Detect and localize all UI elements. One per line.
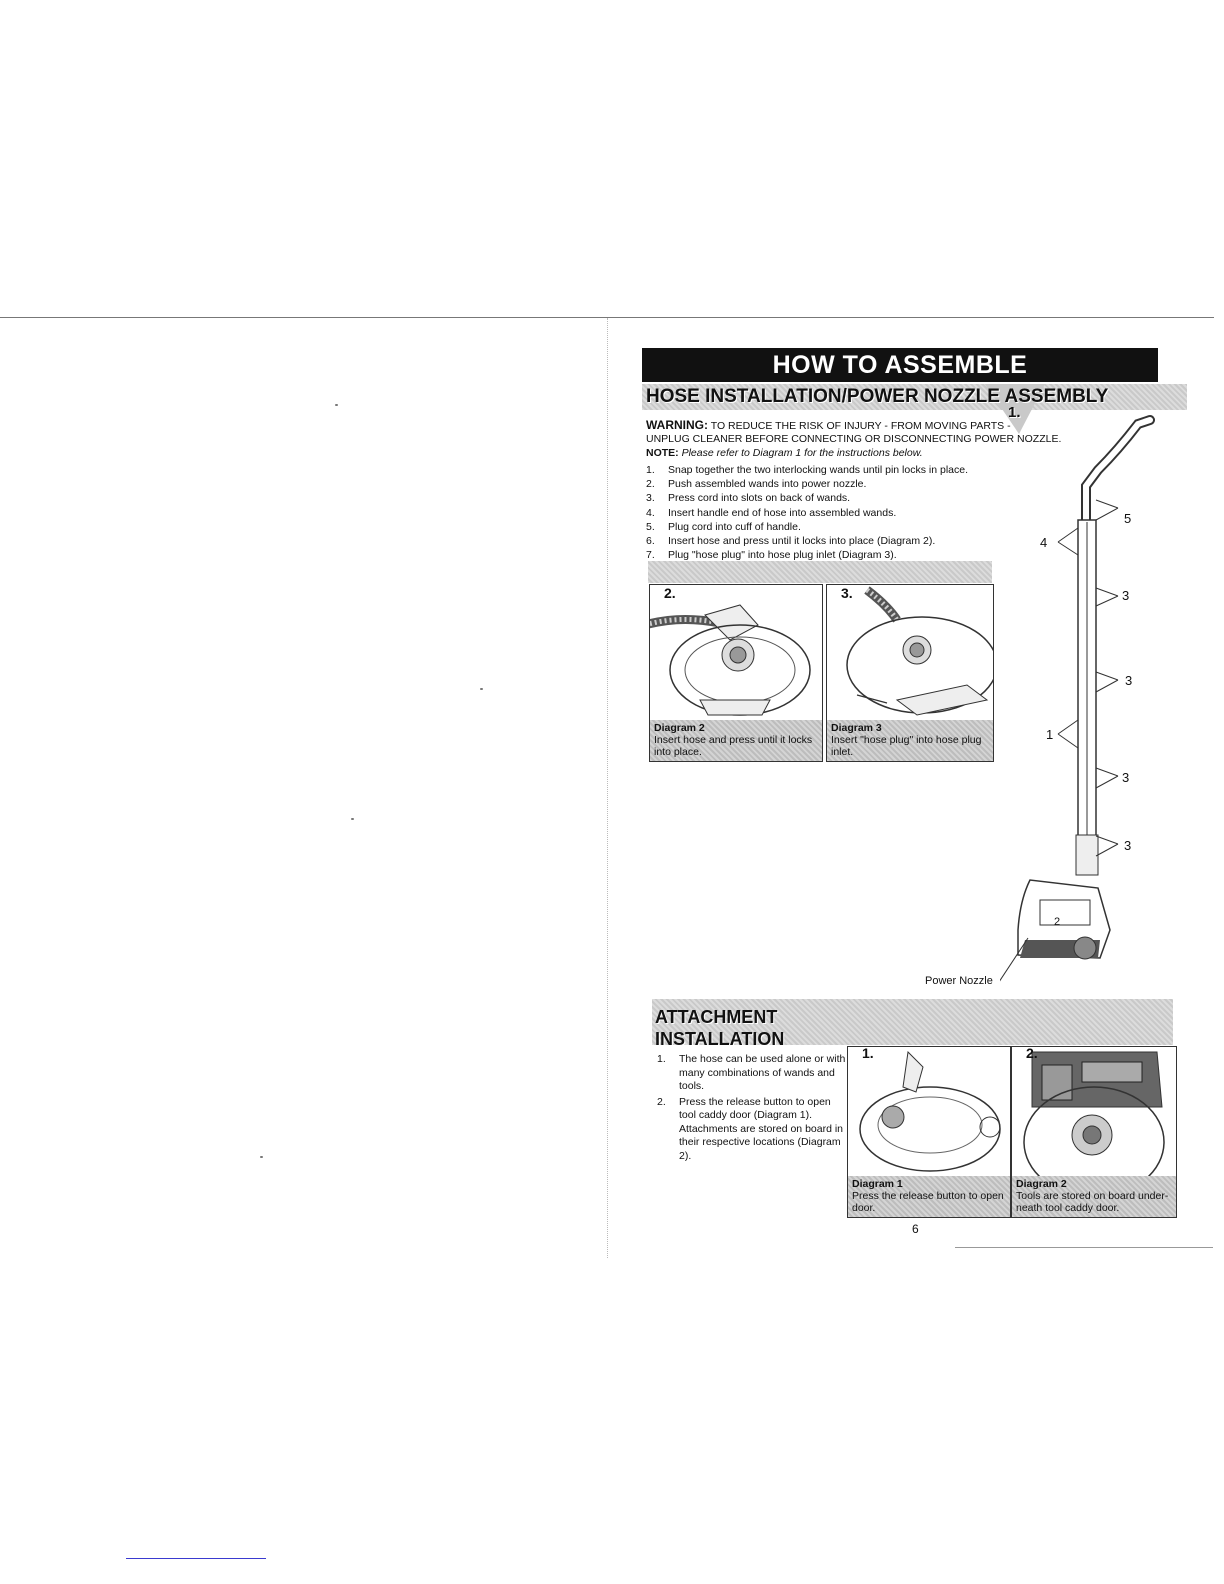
list-item: 2. Press the release button to open tool caddy door (Diagram 1). Attachments are stored on board in their respective locations (Diagram 2). <box>657 1095 844 1162</box>
warning-text-2: UNPLUG CLEANER BEFORE CONNECTING OR DISCONNECTING POWER NOZZLE. <box>646 433 1062 445</box>
power-nozzle-label: Power Nozzle <box>925 975 993 987</box>
page-number: 6 <box>912 1222 919 1236</box>
callout-3: 3 <box>1124 838 1132 853</box>
diagram-2-caption <box>650 720 822 761</box>
note-text: Please refer to Diagram 1 for the instructions below. <box>681 447 923 459</box>
diagram-2-number: 2. <box>664 585 676 601</box>
diagram-3-caption <box>827 720 993 761</box>
callout-4: 4 <box>1040 535 1048 550</box>
attachment-diagram-2-caption <box>1012 1176 1176 1217</box>
warning-label: WARNING: <box>646 418 708 432</box>
attachment-diagram-1-label: Diagram 1 <box>852 1178 903 1190</box>
wand-assembly-illustration <box>1000 410 1170 990</box>
hose-steps-list <box>646 463 968 562</box>
list-item: 4. Insert handle end of hose into assembled wands. <box>646 506 897 519</box>
list-item: 2. Push assembled wands into power nozzle. <box>646 478 867 491</box>
note-label: NOTE: <box>646 447 679 459</box>
warning-line-1 <box>646 418 1011 433</box>
list-item: 1. The hose can be used alone or with many combinations of wands and tools. <box>657 1053 846 1092</box>
attachment-steps-list <box>657 1053 849 1163</box>
diagram-3-caption-text: Insert "hose plug" into hose plug inlet. <box>831 734 982 758</box>
attachment-diagram-1-caption-text: Press the release button to open door. <box>852 1190 1004 1214</box>
callout-1: 1 <box>1046 727 1054 742</box>
diagram-3-label: Diagram 3 <box>831 722 882 734</box>
scan-speck <box>260 1156 263 1158</box>
attachment-diagram-1-caption <box>848 1176 1010 1217</box>
section-title-hose: HOSE INSTALLATION/POWER NOZZLE ASSEMBLY <box>646 386 1109 407</box>
list-item: 6. Insert hose and press until it locks into place (Diagram 2). <box>646 535 936 548</box>
attachment-diagram-1-number: 1. <box>862 1046 874 1061</box>
warning-text-1: TO REDUCE THE RISK OF INJURY - FROM MOVING PARTS - <box>710 420 1011 432</box>
callout-3: 3 <box>1122 770 1130 785</box>
list-item: 5. Plug cord into cuff of handle. <box>646 520 801 533</box>
callout-3: 3 <box>1122 588 1130 603</box>
scan-speck <box>351 818 354 820</box>
callout-3: 3 <box>1125 673 1133 688</box>
section-title-attachment-1: ATTACHMENT <box>655 1007 778 1027</box>
diagram-2-label: Diagram 2 <box>654 722 705 734</box>
diagram-3-panel <box>826 584 994 762</box>
attachment-diagram-2-label: Diagram 2 <box>1016 1178 1067 1190</box>
page-fold-line <box>607 318 608 1258</box>
attachment-diagram-1-panel <box>847 1046 1011 1218</box>
diagram-3-number: 3. <box>841 585 853 601</box>
figure-tab-number: 1. <box>1008 404 1021 421</box>
note-line <box>646 446 923 460</box>
attachment-diagram-2-caption-text: Tools are stored on board under-neath tool caddy door. <box>1016 1190 1169 1214</box>
list-item: 3. Press cord into slots on back of wands. <box>646 492 851 505</box>
diagram-2-caption-text: Insert hose and press until it locks into place. <box>654 734 813 758</box>
section-title-attachment-2: INSTALLATION <box>655 1029 785 1049</box>
attachment-diagram-2-panel <box>1011 1046 1177 1218</box>
callout-5: 5 <box>1124 511 1132 526</box>
diagram-strip-bar <box>648 561 992 583</box>
list-item: 1. Snap together the two interlocking wands until pin locks in place. <box>646 464 969 476</box>
callout-2: 2 <box>1054 916 1061 928</box>
scan-speck <box>335 404 338 406</box>
scan-speck <box>480 688 483 690</box>
list-item: 7. Plug "hose plug" into hose plug inlet (Diagram 3). <box>646 549 897 562</box>
blue-underline <box>126 1558 266 1559</box>
diagram-2-panel <box>649 584 823 762</box>
page-title: HOW TO ASSEMBLE <box>642 348 1158 382</box>
attachment-diagram-2-number: 2. <box>1026 1046 1038 1061</box>
page-bottom-rule <box>955 1247 1213 1248</box>
